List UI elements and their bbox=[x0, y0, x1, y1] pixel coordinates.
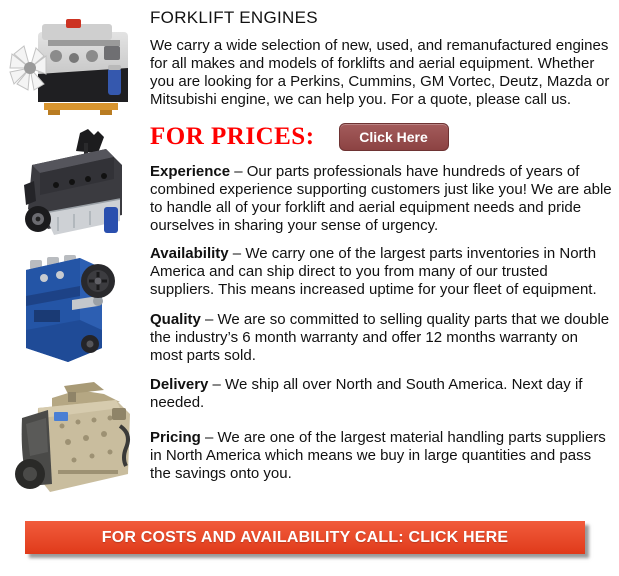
availability-text: – We carry one of the largest parts inventories in North America and can ship direct to you from many of our trusted suppliers. This means increased uptime for your fleet of equipment. bbox=[150, 245, 597, 298]
pricing-paragraph bbox=[150, 429, 614, 483]
click-here-button[interactable]: Click Here bbox=[339, 123, 449, 151]
for-prices-heading: FOR PRICES: bbox=[150, 123, 315, 150]
quality-paragraph bbox=[150, 311, 614, 365]
intro-paragraph: We carry a wide selection of new, used, and remanufactured engines for all makes and models of forklifts and aerial equipment. Whether you are looking for a Perkins, Cummins, GM Vortec, Deutz, Mazda or Mitsubishi engine, we can help you. For a quote, please call us. bbox=[150, 37, 610, 108]
experience-label: Experience bbox=[150, 163, 231, 180]
delivery-text: – We ship all over North and South America. Next day if needed. bbox=[150, 376, 583, 411]
experience-text: – Our parts professionals have hundreds of years of combined experience supporting customers just like you! We are able to handle all of your forklift and aerial equipment needs and pride ourselves in sharing your sense of urgency. bbox=[150, 163, 612, 234]
delivery-paragraph bbox=[150, 376, 614, 412]
engine-photo-blue-inline bbox=[14, 252, 122, 367]
experience-paragraph bbox=[150, 163, 614, 235]
pricing-label: Pricing bbox=[150, 429, 201, 446]
engine-photo-column bbox=[0, 0, 145, 576]
engine-photo-silver-diesel bbox=[8, 16, 136, 118]
availability-paragraph bbox=[150, 245, 614, 299]
engine-photo-dark-v8 bbox=[14, 127, 132, 248]
availability-label: Availability bbox=[150, 245, 229, 262]
page-title: FORKLIFT ENGINES bbox=[150, 8, 318, 27]
pricing-text: – We are one of the largest material handling parts suppliers in North America which means we buy in large quantities and pass the savings onto you. bbox=[150, 429, 606, 482]
quality-label: Quality bbox=[150, 311, 201, 328]
prices-row bbox=[150, 123, 614, 151]
costs-availability-banner[interactable] bbox=[25, 521, 585, 554]
engine-photo-tan-diesel bbox=[8, 382, 136, 501]
delivery-label: Delivery bbox=[150, 376, 209, 393]
banner-label: FOR COSTS AND AVAILABILITY CALL: CLICK HERE bbox=[101, 528, 509, 546]
quality-text: – We are so committed to selling quality parts that we double the industry’s 6 month warranty and offer 12 months warranty on most parts sold. bbox=[150, 311, 610, 364]
main-content bbox=[150, 0, 614, 483]
